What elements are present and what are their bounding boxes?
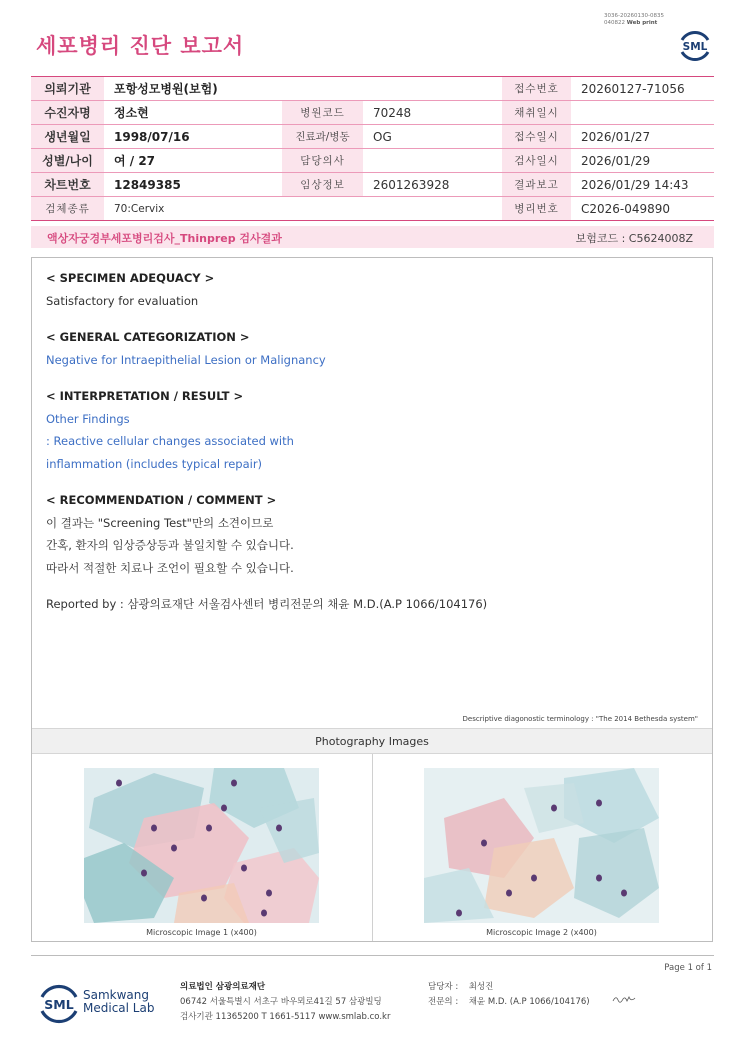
label-collection-date: 채취일시	[502, 101, 571, 125]
general-text: Negative for Intraepithelial Lesion or Malignancy	[46, 352, 326, 367]
label-test-date: 검사일시	[502, 149, 571, 173]
value-receipt-number: 20260127-71056	[571, 77, 714, 101]
footer-divider	[31, 955, 714, 956]
exam-name: 액상자궁경부세포병리검사_Thinprep 검사결과	[47, 232, 282, 245]
value-pathology-number: C2026-049890	[571, 197, 714, 221]
interpretation-line-3: inflammation (includes typical repair)	[46, 456, 263, 471]
value-patient-name: 정소현	[104, 101, 282, 125]
org-contact: 검사기관 11365200 T 1661-5117 www.smlab.co.kr	[180, 1012, 391, 1022]
interpretation-line-1: Other Findings	[46, 411, 130, 426]
footer-logo-text: SML	[44, 997, 74, 1012]
label-chart-number: 차트번호	[31, 173, 104, 197]
sml-logo-icon	[676, 26, 714, 64]
label-doctor: 담당의사	[282, 149, 363, 173]
value-department: OG	[363, 125, 502, 149]
label-receipt-date: 접수일시	[502, 125, 571, 149]
interpretation-heading: < INTERPRETATION / RESULT >	[46, 389, 244, 403]
brand-line-1: Samkwang	[83, 988, 149, 1002]
footer-staff	[428, 980, 590, 1010]
samkwang-logo-icon	[36, 984, 82, 1024]
footer-organization	[180, 980, 390, 1025]
value-referring-hospital: 포항성모병원(보험)	[104, 77, 502, 101]
section-adequacy	[46, 267, 214, 312]
value-doctor	[363, 149, 502, 173]
label-department: 진료과/병동	[282, 125, 363, 149]
sml-logo-text: SML	[682, 41, 708, 53]
label-referring-hospital: 의뢰기관	[31, 77, 104, 101]
value-sex-age: 여 / 27	[104, 149, 282, 173]
recommendation-heading: < RECOMMENDATION / COMMENT >	[46, 493, 277, 507]
adequacy-text: Satisfactory for evaluation	[46, 293, 199, 308]
org-name: 의료법인 삼광의료재단	[180, 982, 266, 992]
microscopic-image-2[interactable]	[424, 768, 659, 923]
print-id-code: 040822	[604, 20, 625, 26]
section-interpretation	[46, 385, 294, 475]
info-row-3	[31, 125, 714, 149]
caption-image-2: Microscopic Image 2 (x400)	[486, 928, 597, 937]
value-chart-number: 12849385	[104, 173, 282, 197]
reported-by: Reported by : 삼광의료재단 서울검사센터 병리전문의 채윤 M.D.(A.P 1066/104176)	[46, 597, 488, 611]
result-box	[31, 257, 713, 942]
microscopic-image-1[interactable]	[84, 768, 319, 923]
caption-image-1: Microscopic Image 1 (x400)	[146, 928, 257, 937]
footer-brand	[83, 989, 154, 1015]
adequacy-heading: < SPECIMEN ADEQUACY >	[46, 271, 215, 285]
brand-line-2: Medical Lab	[83, 1001, 155, 1015]
exam-bar	[31, 226, 714, 248]
section-general	[46, 326, 326, 371]
print-id-line1: 3036-20260130-0835	[604, 13, 664, 19]
value-collection-date	[571, 101, 714, 125]
info-row-4	[31, 149, 714, 173]
label-clinical-info: 임상정보	[282, 173, 363, 197]
info-row-5	[31, 173, 714, 197]
patient-info-table	[31, 76, 714, 221]
value-receipt-date: 2026/01/27	[571, 125, 714, 149]
staff-label: 담당자 :	[428, 982, 459, 992]
label-specimen-type: 검체종류	[31, 197, 104, 221]
page-number: Page 1 of 1	[664, 963, 712, 973]
signature-icon	[612, 993, 636, 1005]
value-result-report: 2026/01/29 14:43	[571, 173, 714, 197]
recommendation-line-3: 따라서 적절한 치료나 조언이 필요할 수 있습니다.	[46, 560, 294, 575]
info-row-2	[31, 101, 714, 125]
value-specimen-type: 70:Cervix	[104, 197, 502, 221]
insurance-code: 보험코드 : C5624008Z	[575, 232, 693, 245]
value-test-date: 2026/01/29	[571, 149, 714, 173]
section-recommendation	[46, 489, 294, 579]
label-sex-age: 성별/나이	[31, 149, 104, 173]
value-clinical-info: 2601263928	[363, 173, 502, 197]
photo-heading: Photography Images	[32, 728, 712, 754]
print-id	[604, 13, 664, 27]
value-birth-date: 1998/07/16	[104, 125, 282, 149]
label-birth-date: 생년월일	[31, 125, 104, 149]
general-heading: < GENERAL CATEGORIZATION >	[46, 330, 250, 344]
label-result-report: 결과보고	[502, 173, 571, 197]
staff-name: 최성진	[468, 982, 494, 992]
label-hospital-code: 병원코드	[282, 101, 363, 125]
report-title: 세포병리 진단 보고서	[36, 34, 245, 58]
info-row-1	[31, 77, 714, 101]
recommendation-line-2: 간혹, 환자의 임상증상등과 불일치할 수 있습니다.	[46, 538, 294, 552]
value-hospital-code: 70248	[363, 101, 502, 125]
web-print-label: Web print	[626, 20, 658, 26]
interpretation-line-2: : Reactive cellular changes associated with	[46, 434, 294, 448]
label-receipt-number: 접수번호	[502, 77, 571, 101]
specialist-name: 채윤 M.D. (A.P 1066/104176)	[468, 997, 590, 1007]
label-patient-name: 수진자명	[31, 101, 104, 125]
info-row-6	[31, 197, 714, 221]
label-pathology-number: 병리번호	[502, 197, 571, 221]
org-address: 06742 서울특별시 서초구 바우뫼로41길 57 삼광빌딩	[180, 997, 382, 1007]
specialist-label: 전문의 :	[428, 997, 459, 1007]
photo-divider	[372, 754, 373, 941]
terminology-note: Descriptive diagonostic terminology : "The 2014 Bethesda system"	[462, 715, 698, 723]
recommendation-line-1: 이 결과는 "Screening Test"만의 소견이므로	[46, 515, 274, 530]
